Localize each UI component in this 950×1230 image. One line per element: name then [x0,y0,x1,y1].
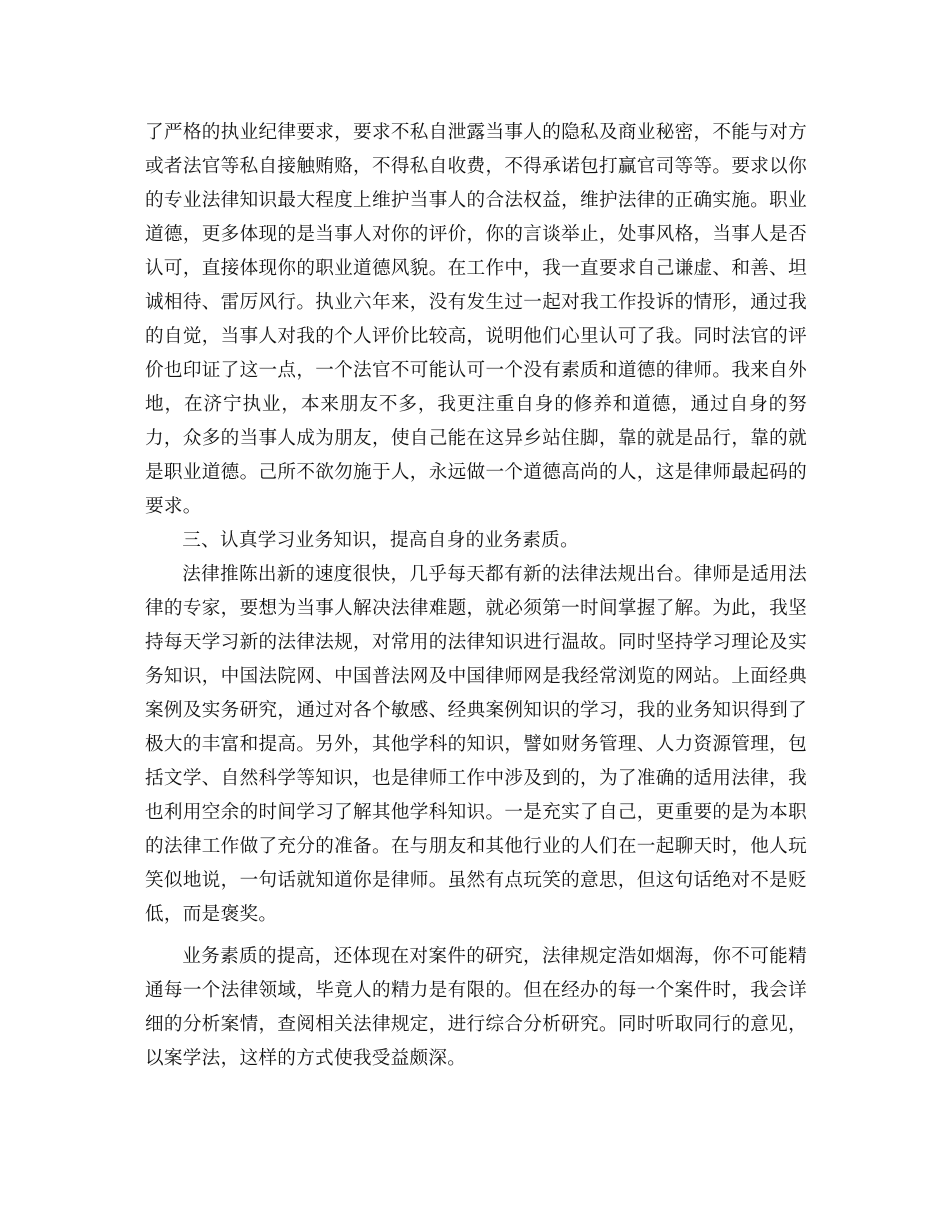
paragraph-study-laws: 法律推陈出新的速度很快，几乎每天都有新的法律法规出台。律师是适用法律的专家，要想为当事人解决法律难题，就必须第一时间掌握了解。为此，我坚持每天学习新的法律法规，对常用的法律知识进行温故。同时坚持学习理论及实务知识，中国法院网、中国普法网及中国律师网是我经常浏览的网站。上面经典案例及实务研究，通过对各个敏感、经典案例知识的学习，我的业务知识得到了极大的丰富和提高。另外，其他学科的知识，譬如财务管理、人力资源管理，包括文学、自然科学等知识，也是律师工作中涉及到的，为了准确的适用法律，我也利用空余的时间学习了解其他学科知识。一是充实了自己，更重要的是为本职的法律工作做了充分的准备。在与朋友和其他行业的人们在一起聊天时，他人玩笑似地说，一句话就知道你是律师。虽然有点玩笑的意思，但这句话绝对不是贬低，而是褒奖。 [145,564,807,925]
document-page [145,116,807,1076]
paragraph-case-research: 业务素质的提高，还体现在对案件的研究，法律规定浩如烟海，你不可能精通每一个法律领域，毕竟人的精力是有限的。但在经办的每一个案件时，我会详细的分析案情，查阅相关法律规定，进行综合分析研究。同时听取同行的意见，以案学法，这样的方式使我受益颇深。 [145,946,807,1069]
section-heading-business-knowledge: 三、认真学习业务知识，提高自身的业务素质。 [182,530,579,551]
paragraph-professional-ethics: 了严格的执业纪律要求，要求不私自泄露当事人的隐私及商业秘密，不能与对方或者法官等私自接触贿赂，不得私自收费，不得承诺包打赢官司等等。要求以你的专业法律知识最大程度上维护当事人的合法权益，维护法律的正确实施。职业道德，更多体现的是当事人对你的评价，你的言谈举止，处事风格，当事人是否认可，直接体现你的职业道德风貌。在工作中，我一直要求自己谦虚、和善、坦诚相待、雷厉风行。执业六年来，没有发生过一起对我工作投诉的情形，通过我的自觉，当事人对我的个人评价比较高，说明他们心里认可了我。同时法官的评价也印证了这一点，一个法官不可能认可一个没有素质和道德的律师。我来自外地，在济宁执业，本来朋友不多，我更注重自身的修养和道德，通过自身的努力，众多的当事人成为朋友，使自己能在这异乡站住脚，靠的就是品行，靠的就是职业道德。己所不欲勿施于人，永远做一个道德高尚的人，这是律师最起码的要求。 [145,122,807,517]
